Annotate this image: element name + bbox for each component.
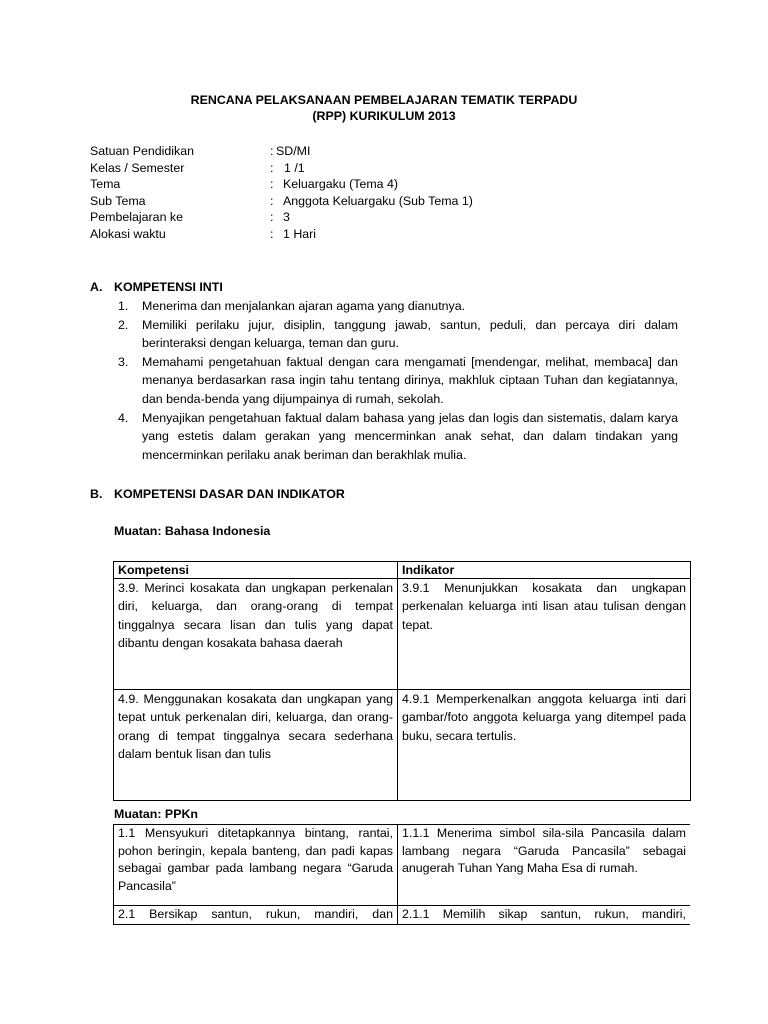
info-label: Kelas / Semester bbox=[90, 160, 185, 175]
muatan-bahasa-label: Muatan: Bahasa Indonesia bbox=[114, 524, 271, 538]
table-row bbox=[114, 825, 691, 906]
muatan-ppkn-label: Muatan: PPKn bbox=[114, 807, 198, 821]
list-number: 3. bbox=[118, 354, 129, 369]
kompetensi-cell bbox=[114, 690, 398, 801]
list-number: 2. bbox=[118, 317, 129, 332]
list-text: Menerima dan menjalankan ajaran agama yang dianutnya. bbox=[142, 299, 466, 313]
table-row bbox=[114, 690, 691, 801]
cell-text: 1.1.1 Menerima simbol sila-sila Pancasila dalam lambang negara “Garuda Pancasila” sebagai anugerah Tuhan Yang Maha Esa di rumah. bbox=[402, 826, 686, 876]
list-number: 4. bbox=[118, 410, 129, 425]
info-value: Anggota Keluargaku (Sub Tema 1) bbox=[283, 193, 473, 208]
kompetensi-inti-list bbox=[118, 297, 678, 464]
info-colon: : bbox=[270, 177, 274, 191]
info-label: Satuan Pendidikan bbox=[90, 144, 195, 158]
info-value: SD/MI bbox=[276, 144, 311, 158]
cell-text: 4.9.1 Memperkenalkan anggota keluarga inti dari gambar/foto anggota keluarga yang ditempel pada buku, secara tertulis. bbox=[402, 692, 686, 743]
cell-text: 1.1 Mensyukuri ditetapkannya bintang, rantai, pohon beringin, kepala banteng, dan padi kapas sebagai gambar pada lambang negara “Garuda Pancasila” bbox=[118, 826, 393, 893]
section-b-heading bbox=[90, 486, 345, 503]
section-title: KOMPETENSI DASAR DAN INDIKATOR bbox=[114, 487, 345, 501]
cell-text: 3.9.1 Menunjukkan kosakata dan ungkapan perkenalan keluarga inti lisan atau tulisan dengan tepat. bbox=[402, 581, 686, 632]
indikator-cell bbox=[398, 825, 691, 906]
info-colon: : bbox=[270, 226, 274, 241]
info-colon: : bbox=[270, 210, 274, 224]
cell-text: 3.9. Merinci kosakata dan ungkapan perkenalan diri, keluarga, dan orang-orang di tempat tinggalnya secara lisan dan tulis yang dapat dibantu dengan kosakata bahasa daerah bbox=[118, 581, 393, 651]
kompetensi-table-bahasa bbox=[113, 561, 691, 801]
section-title: KOMPETENSI INTI bbox=[114, 280, 223, 294]
document-title: RENCANA PELAKSANAAN PEMBELAJARAN TEMATIK TERPADU bbox=[190, 93, 578, 107]
list-text: Memiliki perilaku jujur, disiplin, tanggung jawab, santun, peduli, dan percaya diri dalam berinteraksi dengan keluarga, teman dan guru. bbox=[142, 317, 678, 351]
column-header-kompetensi: Kompetensi bbox=[114, 562, 398, 579]
info-label: Sub Tema bbox=[90, 193, 146, 208]
info-colon: : bbox=[270, 160, 274, 175]
section-letter: A. bbox=[90, 280, 103, 294]
list-item bbox=[118, 409, 678, 465]
list-text: Memahami pengetahuan faktual dengan cara mengamati [mendengar, melihat, membaca] dan menanya berdasarkan rasa ingin tahu tentang dirinya, makhluk ciptaan Tuhan dan kegiatannya, dan benda-benda yang dijumpainya di rumah, sekolah. bbox=[142, 354, 678, 406]
indikator-cell bbox=[398, 579, 691, 690]
kompetensi-cell bbox=[114, 906, 398, 925]
info-colon: : bbox=[270, 144, 274, 158]
table-header-row bbox=[114, 562, 691, 579]
info-value: 1 Hari bbox=[283, 226, 317, 241]
column-header-indikator: Indikator bbox=[398, 562, 691, 579]
cell-text: 4.9. Menggunakan kosakata dan ungkapan yang tepat untuk perkenalan diri, keluarga, dan orang-orang di tempat tinggalnya secara sederhana dalam bentuk lisan dan tulis bbox=[118, 692, 393, 762]
ppkn-table-frame bbox=[113, 824, 690, 928]
kompetensi-cell bbox=[114, 825, 398, 906]
section-a-heading bbox=[90, 279, 223, 296]
list-text: Menyajikan pengetahuan faktual dalam bahasa yang jelas dan logis dan sistematis, dalam karya yang estetis dalam gerakan yang mencerminkan anak sehat, dan dalam tindakan yang mencerminkan perilaku anak beriman dan berakhlak mulia. bbox=[142, 410, 678, 462]
table-row bbox=[114, 906, 691, 925]
info-label: Pembelajaran ke bbox=[90, 210, 183, 224]
document-subtitle: (RPP) KURIKULUM 2013 bbox=[312, 109, 456, 123]
section-letter: B. bbox=[90, 487, 103, 501]
info-colon: : bbox=[270, 193, 274, 208]
table-row bbox=[114, 579, 691, 690]
kompetensi-table-ppkn bbox=[113, 824, 690, 925]
indikator-cell bbox=[398, 906, 691, 925]
list-item bbox=[118, 316, 678, 353]
list-item bbox=[118, 353, 678, 409]
kompetensi-cell bbox=[114, 579, 398, 690]
info-value: Keluargaku (Tema 4) bbox=[283, 177, 399, 191]
list-item bbox=[118, 297, 678, 316]
cell-text: 2.1.1 Memilih sikap santun, rukun, mandiri, bbox=[402, 907, 686, 921]
info-label: Tema bbox=[90, 177, 121, 191]
info-value: 1 /1 bbox=[284, 160, 305, 175]
cell-text: 2.1 Bersikap santun, rukun, mandiri, dan bbox=[118, 907, 393, 921]
info-label: Alokasi waktu bbox=[90, 226, 166, 241]
info-value: 3 bbox=[283, 210, 290, 224]
list-number: 1. bbox=[118, 299, 129, 313]
indikator-cell bbox=[398, 690, 691, 801]
